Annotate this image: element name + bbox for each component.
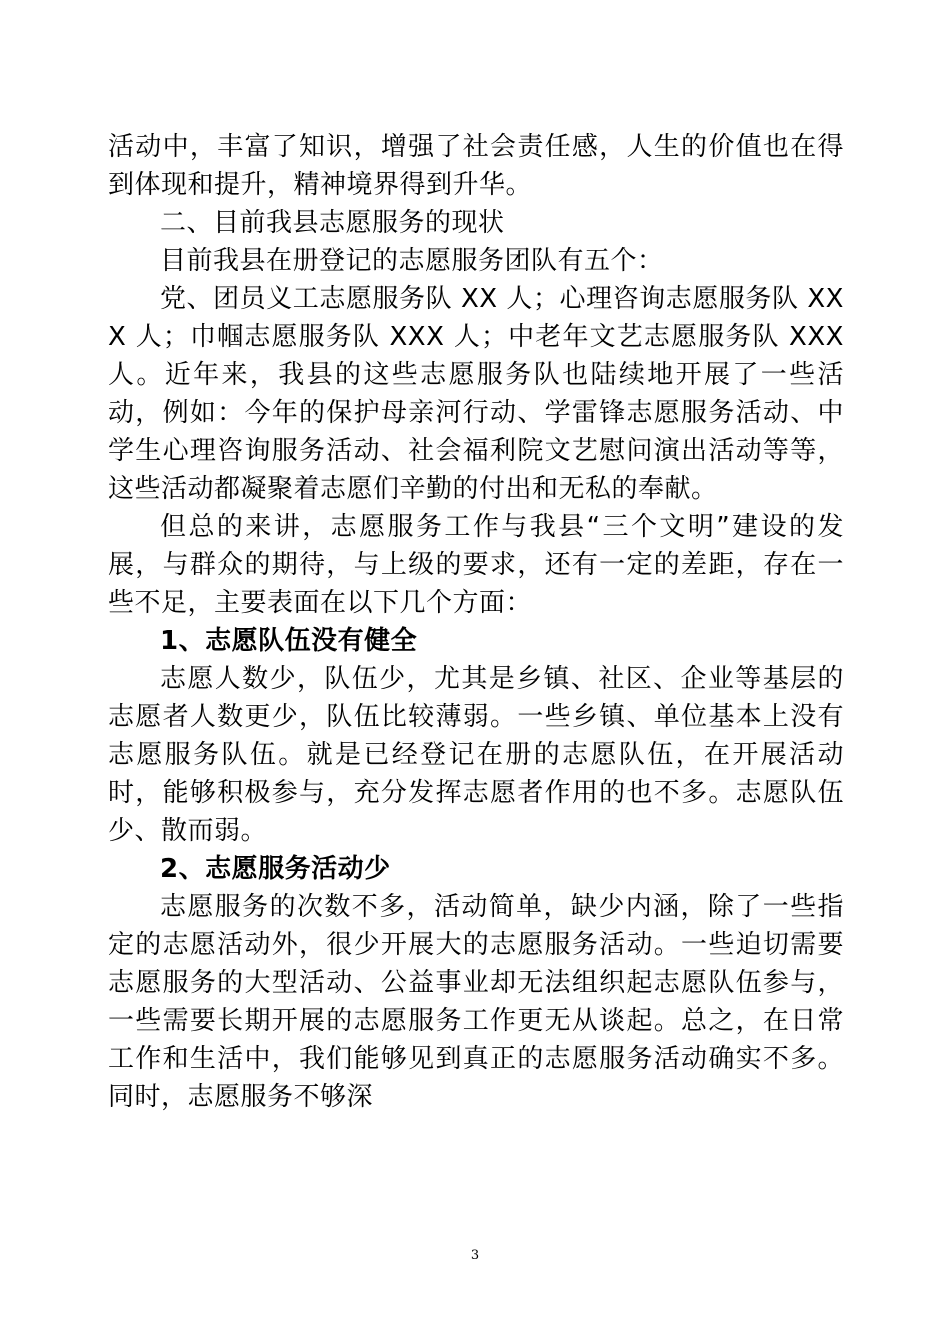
section-heading: 二、目前我县志愿服务的现状 — [160, 208, 505, 238]
subheading-1: 1、志愿队伍没有健全 — [160, 626, 418, 656]
paragraph-team-list: 党、团员义工志愿服务队 XX 人；心理咨询志愿服务队 XXX 人；巾帼志愿服务队 XXX 人；中老年文艺志愿服务队 XXX 人。近年来，我县的这些志愿服务队也陆续地开展了一些活动，例如：今年的保护母亲河行动、学雷锋志愿服务活动、中学生心理咨询服务活动、社会福利院文艺慰问演出活动等等，这些活动都凝聚着志愿们辛勤的付出和无私的奉献。 — [108, 284, 844, 504]
paragraph-shortcomings: 但总的来讲，志愿服务工作与我县“三个文明”建设的发展，与群众的期待，与上级的要求，还有一定的差距，存在一些不足，主要表面在以下几个方面： — [108, 512, 844, 618]
page-number: 3 — [470, 1248, 480, 1263]
paragraph-teams-incomplete: 志愿人数少，队伍少，尤其是乡镇、社区、企业等基层的志愿者人数更少，队伍比较薄弱。一些乡镇、单位基本上没有志愿服务队伍。就是已经登记在册的志愿队伍，在开展活动时，能够积极参与，充分发挥志愿者作用的也不多。志愿队伍少、散而弱。 — [108, 664, 844, 846]
document-body — [108, 128, 844, 1116]
subheading-2: 2、志愿服务活动少 — [160, 854, 391, 884]
paragraph-continuation: 活动中，丰富了知识，增强了社会责任感，人生的价值也在得到体现和提升，精神境界得到升华。 — [108, 132, 844, 200]
paragraph-team-count: 目前我县在册登记的志愿服务团队有五个： — [160, 246, 664, 276]
paragraph-few-activities: 志愿服务的次数不多，活动简单，缺少内涵，除了一些指定的志愿活动外，很少开展大的志愿服务活动。一些迫切需要志愿服务的大型活动、公益事业却无法组织起志愿队伍参与，一些需要长期开展的志愿服务工作更无从谈起。总之，在日常工作和生活中，我们能够见到真正的志愿服务活动确实不多。同时，志愿服务不够深 — [108, 892, 844, 1112]
